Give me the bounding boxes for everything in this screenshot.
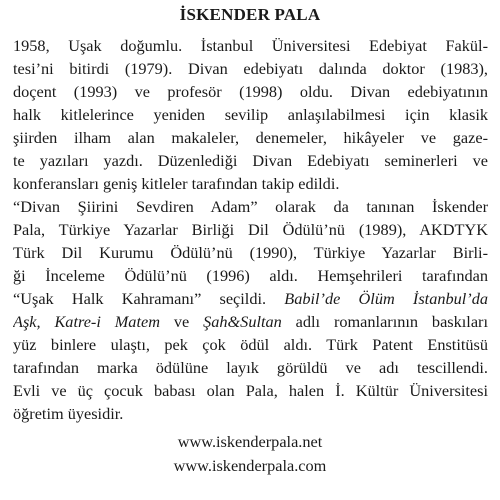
author-name-heading: İSKENDER PALA xyxy=(179,5,321,24)
bio-line-15: tarafından marka ödülüne layık görüldü ve adı tescillendi. xyxy=(13,358,488,377)
bio-line-16: Evli ve üç çocuk babası olan Pala, halen İ. Kültür Üniversitesi xyxy=(13,381,488,400)
bio-line-5: şiirden ilham alan makaleler, denemeler, hikâyeler ve gaze- xyxy=(13,128,488,147)
bio-line-11: ği İnceleme Ödülü’nü (1996) aldı. Hemşehrileri tarafından xyxy=(13,266,488,285)
bio-line-2: tesi’ni bitirdi (1979). Divan edebiyatı dalında doktor (1983), xyxy=(13,59,488,78)
bio-line-17: öğretim üyesidir. xyxy=(13,404,124,423)
bio-line-14: yüz binlere ulaştı, pek çok ödül aldı. Türk Patent Enstitüsü xyxy=(13,335,488,354)
bio-line-8: “Divan Şiirini Sevdiren Adam” olarak da tanınan İskender xyxy=(13,197,488,216)
novel-title-ask-katre: Aşk, Katre-i Matem xyxy=(13,312,160,331)
novel-title-sah-sultan: Şah&Sultan xyxy=(203,312,282,331)
novels-editions-text: adlı romanlarının baskıları xyxy=(295,312,488,331)
bio-line-7: konferansları geniş kitleler tarafından takip edildi. xyxy=(13,174,340,193)
bio-line-4: halk kitlelerince yeniden sevilip anlaşılabilmesi için klasik xyxy=(13,105,488,124)
website-net-link[interactable]: www.iskenderpala.net xyxy=(177,432,323,451)
bio-line-6: te yazıları yazdı. Düzenlediği Divan Edebiyatı seminerleri ve xyxy=(13,151,488,170)
bio-line-3: doçent (1993) ve profesör (1998) oldu. Divan edebiyatının xyxy=(13,82,488,101)
bio-line-1: 1958, Uşak doğumlu. İstanbul Üniversitesi Edebiyat Fakül- xyxy=(13,36,488,55)
website-com-link[interactable]: www.iskenderpala.com xyxy=(173,456,327,475)
uşak-hero-text: “Uşak Halk Kahramanı” seçildi. xyxy=(13,289,267,308)
bio-line-9: Pala, Türkiye Yazarlar Birliği Dil Ödülü’nü (1989), AKDTYK xyxy=(13,220,488,239)
bio-line-12 xyxy=(13,288,488,310)
bio-line-13 xyxy=(13,311,488,333)
novel-title-babil: Babil’de Ölüm İstanbul’da xyxy=(284,289,488,308)
bio-line-10: Türk Dil Kurumu Ödülü’nü (1990), Türkiye Yazarlar Birli- xyxy=(13,243,488,262)
conjunction-ve: ve xyxy=(173,312,190,331)
